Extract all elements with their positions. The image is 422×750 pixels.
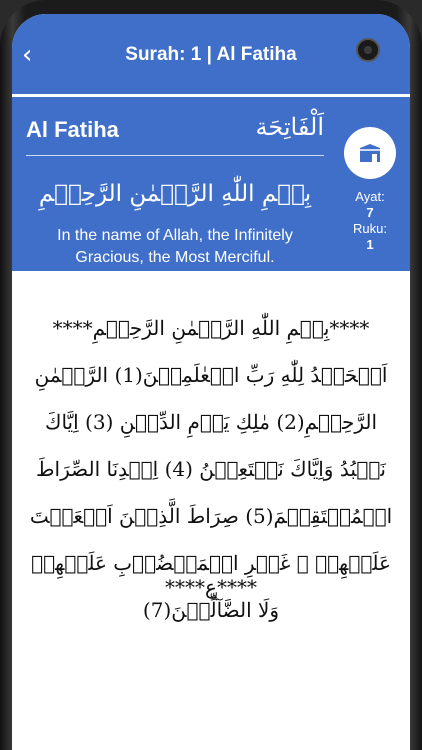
ayat-label: Ayat:	[355, 189, 385, 204]
back-arrow-icon[interactable]: ‹	[22, 40, 33, 70]
name-underline	[26, 155, 324, 156]
verse-text: ****بِسۡمِ اللّٰهِ الرَّحۡمٰنِ الرَّحِيۡمِ**** اَلۡحَمۡدُ لِلّٰهِ رَبِّ الۡعٰلَمِيۡنَ(1) الرَّحۡمٰنِ الرَّحِيۡمِ(2) مٰلِكِ يَوۡمِ الدِّيۡنِ (3) اِيَّاكَ نَعۡبُدُ وَاِيَّاكَ نَسۡتَعِيۡنُ (4) اِهۡدِنَا الصِّرَاطَ الۡمُسۡتَقِيۡمَ(5) صِرَاطَ الَّذِيۡنَ اَنۡعَمۡتَ عَلَيۡهِمۡ ۙ غَيۡرِ الۡمَغۡضُوۡبِ عَلَيۡهِمۡ وَلَا الضَّآلِّيۡنَ(7)	[29, 316, 393, 622]
kaaba-icon	[357, 140, 383, 166]
bismillah-arabic: بِسۡمِ اللّٰهِ الرَّحۡمٰنِ الرَّحِيۡمِ	[38, 181, 312, 207]
ayat-count: 7	[366, 205, 374, 220]
surah-name-english: Al Fatiha	[26, 117, 119, 142]
app-bar	[12, 14, 410, 94]
kaaba-badge	[344, 127, 396, 179]
surah-meta	[348, 189, 392, 253]
verses-panel	[12, 271, 410, 750]
screen	[12, 14, 410, 750]
ruku-mark: ****ع****	[165, 575, 257, 599]
ruku-count: 1	[366, 237, 374, 252]
front-camera	[356, 38, 380, 62]
ruku-label: Ruku:	[353, 221, 387, 236]
page-title: Surah: 1 | Al Fatiha	[125, 44, 297, 65]
surah-name-arabic: اَلْفَاتِحَة	[255, 113, 324, 141]
surah-header	[12, 97, 410, 271]
bismillah-translation: In the name of Allah, the Infinitely Gracious, the Most Merciful.	[57, 227, 293, 266]
